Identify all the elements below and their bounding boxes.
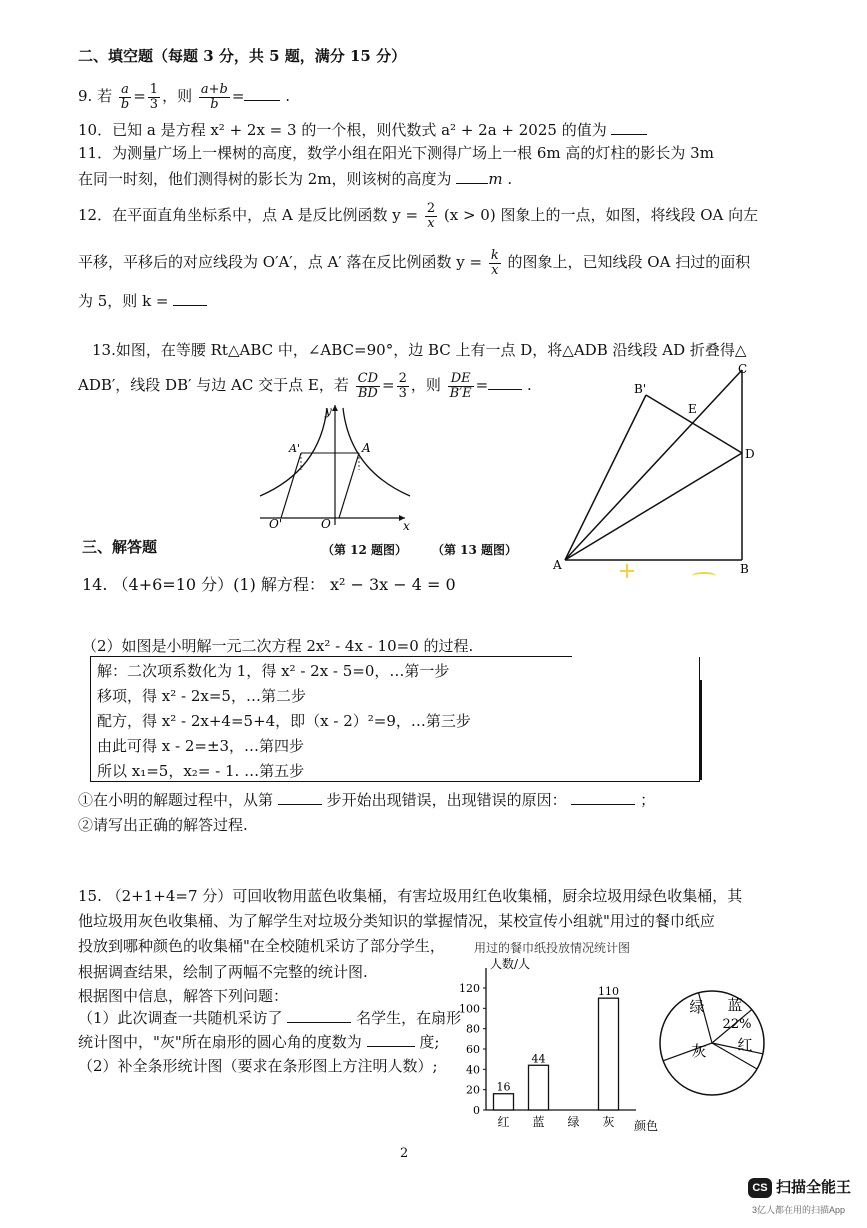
- question-11-line-2: [78, 169, 512, 189]
- q13-fraction-3: $\frac{DE}{B'E}$: [449, 370, 472, 401]
- q14-question-1: ①在小明的解题过程中，从第 步开始出现错误，出现错误的原因： ；: [78, 791, 656, 809]
- brand-name: 扫描全能王: [776, 1179, 852, 1196]
- q13-line-2a: ADB′，线段 DB′ 与边 AC 交于点 E，若: [78, 376, 349, 394]
- q13-line-1: 13.如图，在等腰 Rt△ABC 中，∠ABC=90°，边 BC 上有一点 D，将△ADB 沿线段 AD 折叠得△: [92, 341, 747, 359]
- q12-line-1a: 12．在平面直角坐标系中，点 A 是反比例函数 y =: [78, 206, 419, 224]
- fig13-side-AC: [565, 370, 742, 560]
- q15-question-2: （2）补全条形统计图（要求在条形图上方注明人数）;: [78, 1057, 438, 1075]
- q14-step-4: 由此可得 x - 2=±3，…第四步: [97, 737, 305, 755]
- pie-slice-label: 绿: [689, 998, 705, 1016]
- q11-line-2: 在同一时刻，他们测得树的影长为 2m，则该树的高度为: [78, 170, 452, 188]
- bar-chart-y-tick-label: 100: [459, 1002, 480, 1016]
- bar-3: [599, 998, 619, 1110]
- brand-tagline: 3亿人都在用的扫描App: [752, 1205, 846, 1215]
- q15-line-4: 根据调查结果，绘制了两幅不完整的统计图.: [78, 963, 368, 981]
- question-10: [78, 120, 647, 140]
- bar-chart-y-tick-label: 20: [466, 1083, 480, 1097]
- pie-annotation: 22%: [722, 1017, 752, 1032]
- q15-question-1a: （1）此次调查一共随机采访了 名学生，在扇形: [78, 1009, 462, 1027]
- bar-chart: [448, 952, 658, 1132]
- q12-line-2a: 平移，平移后的对应线段为 O′A′，点 A′ 落在反比例函数 y =: [78, 253, 483, 271]
- q10-answer-blank[interactable]: [611, 120, 647, 135]
- fig13-label-Bp: B': [634, 382, 647, 396]
- bar-chart-x-label: 颜色: [634, 1119, 659, 1133]
- bar-chart-x-tick-label: 灰: [602, 1115, 615, 1129]
- q14-step-3: 配方，得 x² - 2x+4=5+4，即（x - 2）²=9，…第三步: [97, 712, 471, 730]
- q14-question-2: ②请写出正确的解答过程.: [78, 816, 248, 834]
- figure-12: [255, 400, 415, 533]
- camscanner-logo-icon: CS: [748, 1178, 772, 1198]
- q14-part-1: 14. （4+6=10 分）(1) 解方程： x² − 3x − 4 = 0: [82, 575, 456, 594]
- fig12-segment-OA: [339, 453, 359, 518]
- q15-total-blank[interactable]: [287, 1008, 351, 1023]
- q12-fraction-2: $\frac{k}{x}$: [490, 247, 499, 278]
- fig12-label-O: O: [321, 517, 331, 531]
- pie-chart: [657, 988, 767, 1098]
- question-13-line-2: ADB′，线段 DB′ 与边 AC 交于点 E，若 $\frac{CD}{BD}$ = $\frac{2}{3}$ ，则 $\frac{DE}{B'E}$ = .: [78, 370, 532, 401]
- bar-data-label: 16: [496, 1080, 511, 1094]
- fig13-caption: （第 13 题图）: [432, 543, 518, 557]
- bar-data-label: 44: [531, 1052, 546, 1066]
- scan-mark: [692, 572, 716, 580]
- q12-line-1b: (x > 0) 图象上的一点，如图，将线段 OA 向左: [443, 206, 759, 224]
- q14-reason-blank[interactable]: [571, 790, 635, 805]
- bar-1: [529, 1065, 549, 1110]
- fig12-label-y: y: [325, 404, 332, 418]
- bar-chart-y-label: 人数/人: [490, 957, 531, 971]
- q12-fraction-1: $\frac{2}{x}$: [426, 200, 436, 231]
- q11-line-1: 11．为测量广场上一棵树的高度，数学小组在阳光下测得广场上一根 6m 高的灯柱的影长为 3m: [78, 144, 714, 162]
- bar-chart-x-tick-label: 蓝: [532, 1115, 545, 1129]
- q12-line-2b: 的图象上，已知线段 OA 扫过的面积: [507, 253, 751, 271]
- fig13-label-A: A: [553, 558, 562, 572]
- q9-fraction-2: $\frac{1}{3}$: [149, 81, 159, 112]
- q15-question-1b: 统计图中，"灰"所在扇形的圆心角的度数为 度;: [78, 1033, 440, 1051]
- bar-chart-y-tick-label: 80: [466, 1022, 480, 1036]
- q12-answer-blank[interactable]: [173, 291, 207, 306]
- q14-part-2: （2）如图是小明解一元二次方程 2x² - 4x - 10=0 的过程.: [82, 637, 474, 655]
- bar-chart-y-tick-label: 0: [473, 1104, 480, 1117]
- q9-fraction-1: $\frac{a}{b}$: [120, 81, 130, 112]
- pie-slice-label: 蓝: [727, 996, 743, 1014]
- q15-line-5: 根据图中信息，解答下列问题：: [78, 987, 289, 1005]
- q14-step-2: 移项，得 x² - 2x=5，…第二步: [97, 687, 306, 705]
- fig12-curve-right: [343, 408, 410, 496]
- q15-line-3: 投放到哪种颜色的收集桶"在全校随机采访了部分学生，: [78, 937, 445, 955]
- q14-step-blank[interactable]: [278, 790, 322, 805]
- bar-chart-y-tick-label: 60: [466, 1043, 480, 1056]
- scan-mark: [626, 564, 628, 578]
- bar-0: [494, 1094, 514, 1110]
- fig12-label-x: x: [403, 519, 410, 533]
- q11-unit: m .: [488, 170, 513, 188]
- pie-slice-label: 红: [737, 1036, 753, 1054]
- bar-chart-y-tick-label: 120: [459, 982, 480, 995]
- q14-step-1: 解：二次项系数化为 1，得 x² - 2x - 5=0，…第一步: [97, 662, 450, 680]
- figure-13: [550, 362, 770, 576]
- fig12-label-Op: O': [269, 517, 283, 531]
- q14-step-5: 所以 x₁=5，x₂= - 1. …第五步: [97, 762, 305, 780]
- fig12-label-Ap: A': [289, 442, 300, 455]
- fig12-label-A: A: [362, 441, 371, 455]
- question-9: 9. 若 $\frac{a}{b}$ = $\frac{1}{3}$ ，则 $\frac{a+b}{b}$ = .: [78, 81, 290, 112]
- fig13-label-E: E: [688, 402, 697, 416]
- q13-fraction-2: $\frac{2}{3}$: [398, 370, 407, 401]
- question-12-line-2: [78, 245, 750, 279]
- q9-answer-blank[interactable]: [244, 86, 280, 101]
- fig13-label-D: D: [745, 447, 755, 461]
- q15-line-2: 他垃圾用灰色收集桶、为了解学生对垃圾分类知识的掌握情况，某校宣传小组就"用过的餐巾纸应: [78, 912, 715, 930]
- q15-line-1: 15. （2+1+4=7 分）可回收物用蓝色收集桶，有害垃圾用红色收集桶，厨余垃圾用绿色收集桶，其: [78, 887, 743, 905]
- question-12-line-3: [78, 291, 207, 311]
- q9-text: 若: [97, 87, 113, 105]
- fig12-segment-OpAp: [281, 453, 301, 518]
- q12-line-3: 为 5，则 k =: [78, 292, 169, 310]
- fig12-caption: （第 12 题图）: [322, 543, 408, 557]
- q9-fraction-3: $\frac{a+b}{b}$: [200, 81, 228, 112]
- q13-answer-blank[interactable]: [488, 375, 522, 390]
- fig13-label-B: B: [740, 562, 749, 576]
- q9-number: 9.: [78, 87, 93, 105]
- bar-data-label: 110: [598, 985, 619, 999]
- section-2-title: 二、填空题（每题 3 分，共 5 题，满分 15 分）: [78, 47, 407, 65]
- bar-chart-x-tick-label: 红: [497, 1115, 510, 1129]
- bar-chart-y-tick-label: 40: [466, 1063, 480, 1077]
- q14-solution-box: [90, 657, 700, 782]
- question-12-line-1: [78, 198, 758, 232]
- q10-text: 10．已知 a 是方程 x² + 2x = 3 的一个根，则代数式 a² + 2a + 2025 的值为: [78, 121, 607, 139]
- bar-chart-title: 用过的餐巾纸投放情况统计图: [474, 941, 631, 955]
- bar-chart-x-tick-label: 绿: [567, 1115, 580, 1129]
- section-3-title: 三、解答题: [82, 538, 158, 556]
- q13-fraction-1: $\frac{CD}{BD}$: [357, 370, 378, 401]
- pie-slice-label: 灰: [691, 1042, 707, 1060]
- q11-answer-blank[interactable]: [456, 169, 488, 184]
- q15-angle-blank[interactable]: [367, 1032, 415, 1047]
- fig13-label-C: C: [738, 362, 748, 376]
- page-number: 2: [400, 1146, 409, 1161]
